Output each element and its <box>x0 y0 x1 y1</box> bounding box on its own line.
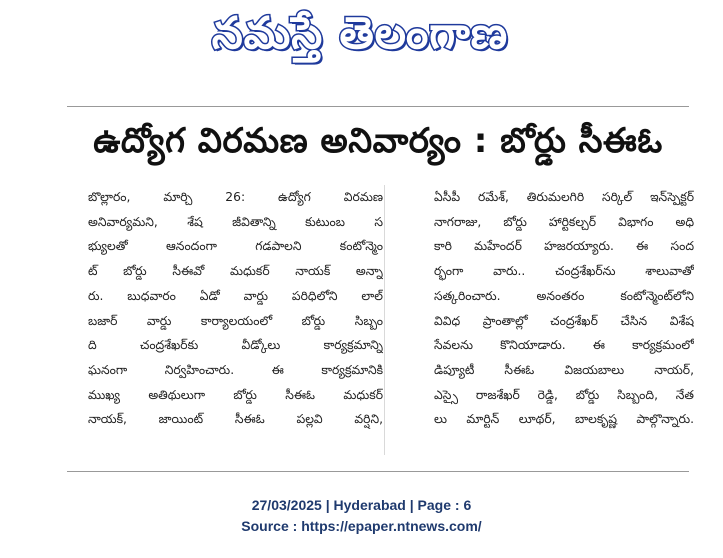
column-divider <box>384 185 385 455</box>
article-line: సత్కరించారు. అనంతరం కంటోన్మెంట్‌లోని <box>434 288 694 303</box>
article-line: అనివార్యమని, శేష జీవితాన్ని కుటుంబ స <box>88 214 383 229</box>
footer-dateline: 27/03/2025 | Hyderabad | Page : 6 <box>251 497 472 513</box>
article-line: కారి మహేందర్ హజరయ్యారు. ఈ సంద <box>434 239 694 254</box>
article-line: భ్యులతో ఆనందంగా గడపాలని కంటోన్మెం <box>88 239 383 254</box>
article-line: డిప్యూటీ సీఈఓ విజయబాలు నాయర్, <box>434 362 694 377</box>
article-line: సేవలను కొనియాడారు. ఈ కార్యక్రమంలో <box>434 338 694 353</box>
masthead-title: నమస్తే తెలంగాణ <box>211 8 509 59</box>
article-line: ర్భంగా వారు.. చంద్రశేఖర్‌ను శాలువాతో <box>434 264 694 279</box>
article-line: ట్ బోర్డు సీఈవో మధుకర్ నాయక్ అన్నా <box>88 264 383 279</box>
article-line: ఎస్సై రాజశేఖర్ రెడ్డి, బోర్డు సిబ్బంది, నేత <box>434 387 694 402</box>
article-line: ఘనంగా నిర్వహించారు. ఈ కార్యక్రమానికి <box>88 362 383 377</box>
footer-source: Source : https://epaper.ntnews.com/ <box>241 518 482 534</box>
article-line: బజార్ వార్డు కార్యాలయంలో బోర్డు సిబ్బం <box>88 313 383 328</box>
article-line: బొల్లారం, మార్చి 26: ఉద్యోగ విరమణ <box>88 190 383 204</box>
article-line: ది చంద్రశేఖర్‌కు వీడ్కోలు కార్యక్రమాన్ని <box>88 338 383 353</box>
article-line: ఏసీపీ రమేశ్, తిరుమలగిరి సర్కిల్ ఇన్‌స్పెక్టర్ <box>434 190 694 204</box>
article-headline: ఉద్యోగ విరమణ అనివార్యం : బోర్డు సీఈఓ <box>93 121 663 161</box>
article-line: నాగరాజు, బోర్డు హార్టికల్చర్ విభాగం అధి <box>434 214 694 229</box>
article-column-left <box>88 185 383 432</box>
article-line: రు. బుధవారం ఏడో వార్డు పరిధిలోని లాల్ <box>88 288 383 303</box>
news-clipping <box>67 106 694 472</box>
masthead-logo <box>150 4 570 74</box>
article-line: వివిధ ప్రాంతాల్లో చంద్రశేఖర్ చేసిన విశేష <box>434 313 694 328</box>
article-column-right <box>434 185 694 432</box>
article-line: లు మార్టిన్ లూథర్, బాలకృష్ణ పాల్గొన్నారు. <box>434 412 694 427</box>
article-line: నాయక్, జాయింట్ సీఈఓ పల్లవి వర్షిని, <box>88 412 383 427</box>
article-line: ముఖ్య అతిథులుగా బోర్డు సీఈఓ మధుకర్ <box>88 387 383 402</box>
